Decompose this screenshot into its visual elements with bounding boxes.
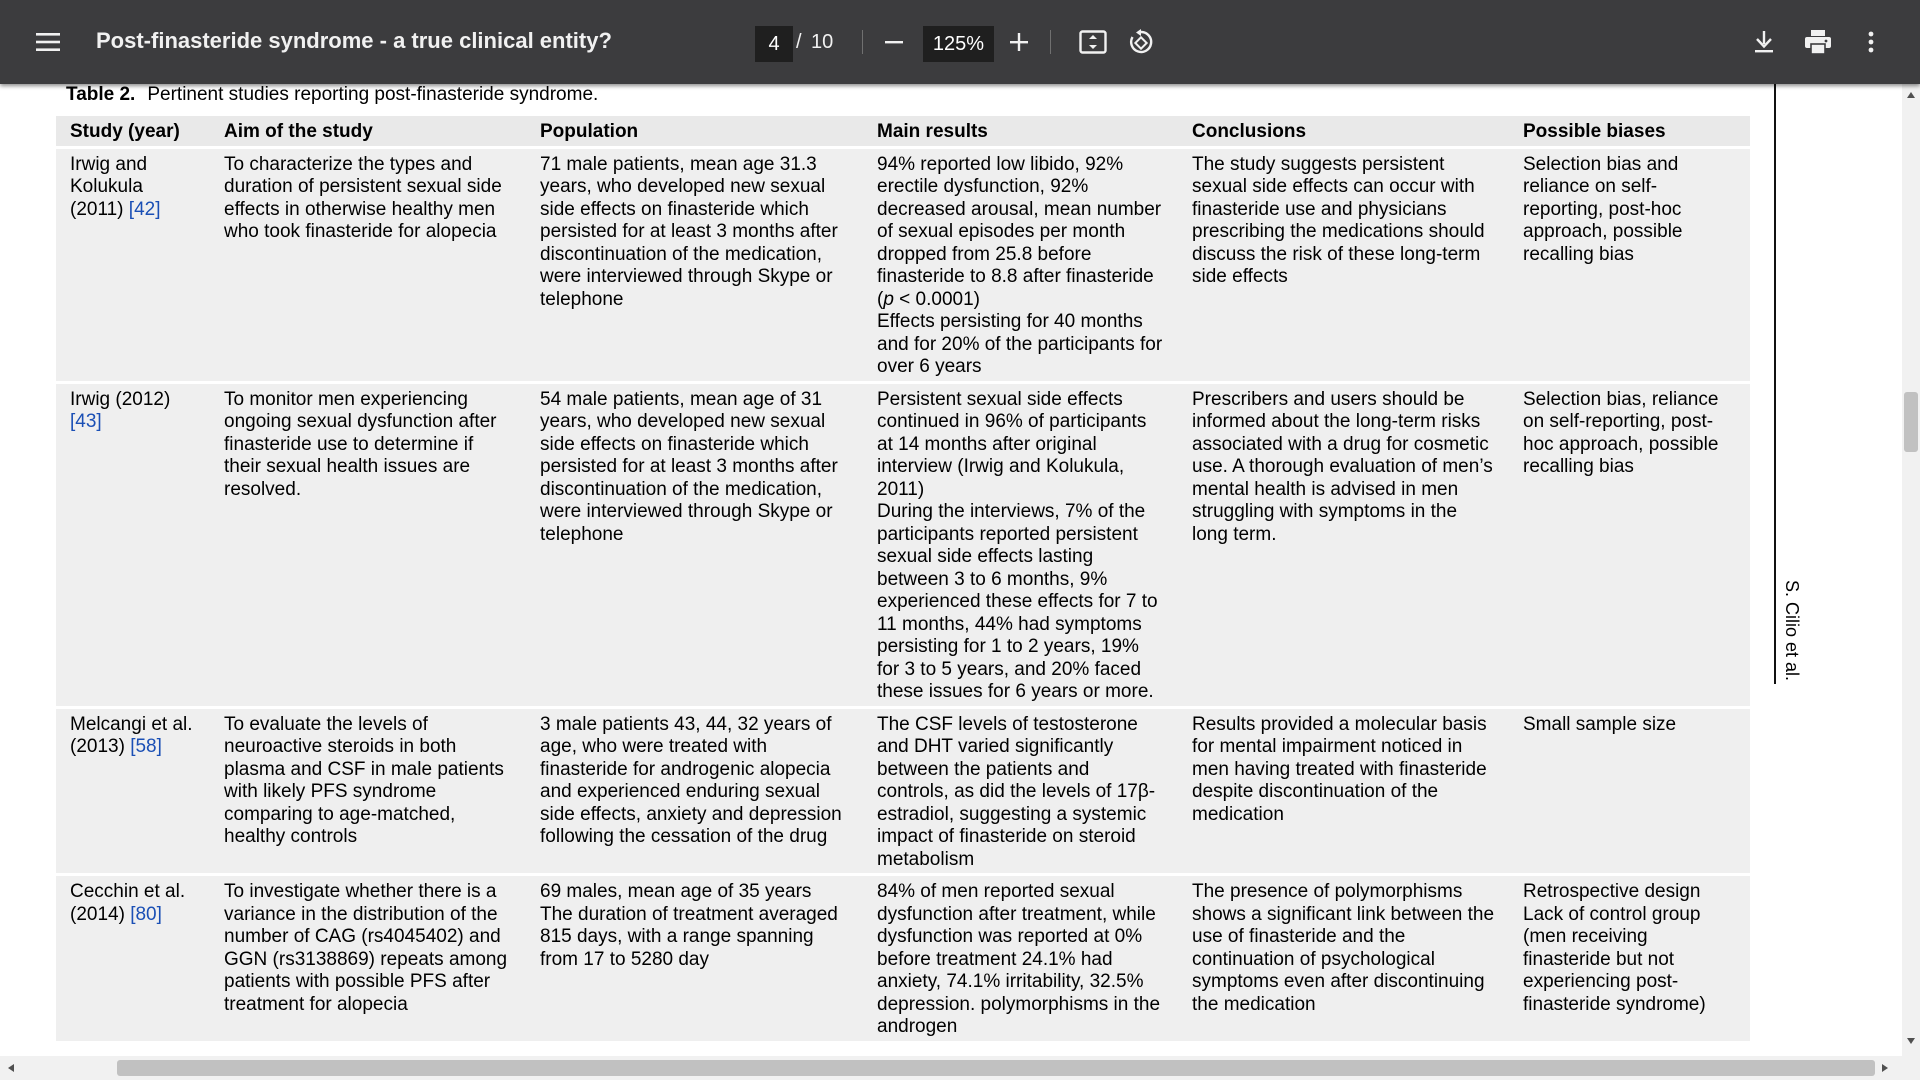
biases-cell: Small sample size (1509, 709, 1750, 877)
document-title: Post-finasteride syndrome - a true clinical entity? (96, 28, 612, 53)
column-header: Main results (863, 116, 1178, 149)
page-number-input[interactable] (755, 26, 793, 62)
scroll-up-arrow-icon[interactable] (1907, 92, 1915, 98)
results-cell: 84% of men reported sexual dysfunction after treatment, while dysfunction was reported at 0% before treatment 24.1% had anxiety, 74.1% irritability, 32.5% depression. polymorphisms in the androgen (863, 876, 1178, 1044)
table-row (56, 149, 1750, 384)
table-row (56, 709, 1750, 877)
table-caption-text: Pertinent studies reporting post-finasteride syndrome. (147, 84, 599, 105)
population-cell: 71 male patients, mean age 31.3 years, who developed new sexual side effects on finasteride which persisted for at least 3 months after discontinuation of the medication, were interviewed through Skype or telephone (526, 149, 863, 384)
print-icon[interactable] (1792, 16, 1844, 68)
studies-table (56, 116, 1750, 1044)
toolbar-divider (862, 30, 863, 54)
vertical-scrollbar[interactable] (1902, 84, 1920, 1056)
page-margin-rule (1774, 84, 1776, 684)
horizontal-scroll-thumb[interactable] (117, 1060, 1875, 1076)
table-caption-label: Table 2. (66, 84, 136, 105)
hamburger-menu-icon[interactable] (22, 16, 74, 68)
column-header: Study (year) (56, 116, 210, 149)
download-icon[interactable] (1738, 16, 1790, 68)
results-cell: 94% reported low libido, 92% erectile dysfunction, 92% decreased arousal, mean number of sexual episodes per month dropped from 25.8 before finasteride to 8.8 after finasteride (p < 0.0001) Effects persisting for 40 months and for 20% of the participants for over 6 years (863, 149, 1178, 384)
population-cell: 54 male patients, mean age of 31 years, who developed new sexual side effects on finasteride which persisted for at least 3 months after discontinuation of the medication, were interviewed through Skype or telephone (526, 384, 863, 709)
more-vertical-icon[interactable] (1845, 16, 1897, 68)
table-row (56, 876, 1750, 1044)
scroll-right-arrow-icon[interactable] (1882, 1064, 1888, 1072)
scroll-down-arrow-icon[interactable] (1907, 1038, 1915, 1044)
biases-cell: Retrospective design Lack of control group (men receiving finasteride but not experiencing post-finasteride syndrome) (1509, 876, 1750, 1044)
fit-to-page-icon[interactable] (1067, 16, 1119, 68)
column-header: Population (526, 116, 863, 149)
running-head: S. Cilio et al. (1782, 580, 1802, 682)
column-header: Aim of the study (210, 116, 526, 149)
zoom-level-input[interactable] (923, 26, 994, 62)
toolbar-divider (1050, 30, 1051, 54)
population-cell: 3 male patients 43, 44, 32 years of age, who were treated with finasteride for androgenic alopecia and experienced enduring sexual side effects, anxiety and depression following the cessation of the drug (526, 709, 863, 877)
aim-cell: To evaluate the levels of neuroactive steroids in both plasma and CSF in male patients with likely PFS syndrome comparing to age-matched, healthy controls (210, 709, 526, 877)
biases-cell: Selection bias and reliance on self-reporting, post-hoc approach, possible recalling bias (1509, 149, 1750, 384)
study-cell: Melcangi et al. (2013) [58] (56, 709, 210, 877)
table-header-row (56, 116, 1750, 149)
study-cell: Irwig (2012) [43] (56, 384, 210, 709)
conclusions-cell: The study suggests persistent sexual side effects can occur with finasteride use and physicians prescribing the medications should discuss the risk of these long-term side effects (1178, 149, 1509, 384)
rotate-icon[interactable] (1115, 16, 1167, 68)
biases-cell: Selection bias, reliance on self-reporting, post-hoc approach, possible recalling bias (1509, 384, 1750, 709)
results-cell: Persistent sexual side effects continued in 96% of participants at 14 months after original interview (Irwig and Kolukula, 2011) During the interviews, 7% of the participants reported persistent sexual side effects lasting between 3 to 6 months, 9% experienced these effects for 7 to 11 months, 44% had symptoms persisting for 1 to 2 years, 19% for 3 to 5 years, and 20% faced these issues for 6 years or more. (863, 384, 1178, 709)
pdf-toolbar (0, 0, 1920, 84)
results-cell: The CSF levels of testosterone and DHT varied significantly between the patients and controls, as did the levels of 17β-estradiol, suggesting a systemic impact of finasteride on steroid metabolism (863, 709, 1178, 877)
total-pages: 10 (811, 31, 834, 53)
study-cell: Cecchin et al. (2014) [80] (56, 876, 210, 1044)
column-header: Conclusions (1178, 116, 1509, 149)
journal-side-label (0, 154, 11, 304)
plus-icon[interactable] (993, 16, 1045, 68)
minus-icon[interactable] (868, 16, 920, 68)
aim-cell: To investigate whether there is a variance in the distribution of the number of CAG (rs4045402) and GGN (rs3138869) repeats among patients with possible PFS after treatment for alopecia (210, 876, 526, 1044)
reference-link[interactable]: [58] (130, 736, 162, 757)
table-row (56, 384, 1750, 709)
table-caption (66, 84, 598, 106)
vertical-scroll-thumb[interactable] (1904, 392, 1918, 452)
column-header: Possible biases (1509, 116, 1750, 149)
aim-cell: To monitor men experiencing ongoing sexual dysfunction after finasteride use to determine if their sexual health issues are resolved. (210, 384, 526, 709)
conclusions-cell: Prescribers and users should be informed about the long-term risks associated with a drug for cosmetic use. A thorough evaluation of men’s mental health is advised in men struggling with symptoms in the long term. (1178, 384, 1509, 709)
horizontal-scrollbar[interactable] (0, 1056, 1920, 1080)
reference-link[interactable]: [43] (70, 411, 102, 432)
scroll-left-arrow-icon[interactable] (8, 1064, 14, 1072)
study-cell: Irwig and Kolukula (2011) [42] (56, 149, 210, 384)
aim-cell: To characterize the types and duration of persistent sexual side effects in otherwise healthy men who took finasteride for alopecia (210, 149, 526, 384)
reference-link[interactable]: [80] (130, 903, 162, 925)
conclusions-cell: The presence of polymorphisms shows a significant link between the use of finasteride and the continuation of psychological symptoms even after discontinuing the medication (1178, 876, 1509, 1044)
population-cell: 69 males, mean age of 35 years The duration of treatment averaged 815 days, with a range spanning from 17 to 5280 day (526, 876, 863, 1044)
reference-link[interactable]: [42] (128, 198, 161, 220)
pdf-viewport (0, 84, 1902, 1056)
page-separator: / (796, 31, 802, 53)
conclusions-cell: Results provided a molecular basis for mental impairment noticed in men having treated with finasteride despite discontinuation of the medication (1178, 709, 1509, 877)
